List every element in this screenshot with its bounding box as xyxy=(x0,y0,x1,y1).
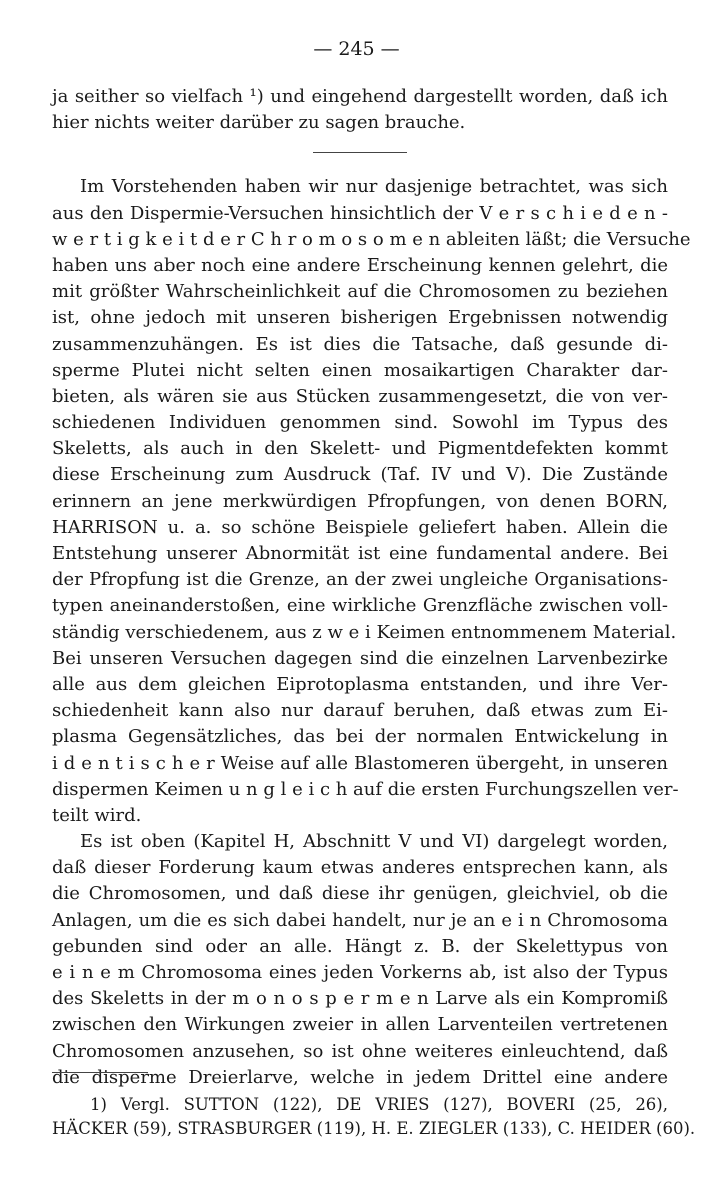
body-text xyxy=(52,84,691,1091)
text-line: Es ist oben (Kapitel H, Abschnitt V und VI) dargelegt worden, xyxy=(80,831,668,853)
text-line: i d e n t i s c h e r Weise auf alle Blastomeren übergeht, in unseren xyxy=(52,752,668,774)
text-line: hier nichts weiter darüber zu sagen brauche. xyxy=(52,112,466,134)
text-line: erinnern an jene merkwürdigen Pfropfungen, von denen BORN, xyxy=(52,490,668,512)
text-line: schiedenen Individuen genommen sind. Sowohl im Typus des xyxy=(52,412,668,434)
page-number: — 245 — xyxy=(313,38,400,60)
text-line: sperme Plutei nicht selten einen mosaikartigen Charakter dar- xyxy=(52,359,668,381)
text-line: gebunden sind oder an alle. Hängt z. B. der Skelettypus von xyxy=(52,935,668,957)
text-line: HARRISON u. a. so schöne Beispiele geliefert haben. Allein die xyxy=(52,516,668,538)
text-line: mit größter Wahrscheinlichkeit auf die Chromosomen zu beziehen xyxy=(52,281,668,303)
text-line: zwischen den Wirkungen zweier in allen Larventeilen vertretenen xyxy=(52,1014,668,1036)
text-line: zusammenzuhängen. Es ist dies die Tatsache, daß gesunde di- xyxy=(52,333,668,355)
text-line: e i n e m Chromosoma eines jeden Vorkerns ab, ist also der Typus xyxy=(52,962,668,983)
text-line: des Skeletts in der m o n o s p e r m e n Larve als ein Kompromiß xyxy=(52,988,668,1010)
text-line: Anlagen, um die es sich dabei handelt, nur je an e i n Chromosoma xyxy=(52,909,668,931)
text-line: dispermen Keimen u n g l e i c h auf die ersten Furchungszellen ver- xyxy=(52,778,679,800)
text-line: daß dieser Forderung kaum etwas anderes entsprechen kann, als xyxy=(52,857,668,879)
text-line: schiedenheit kann also nur darauf beruhen, daß etwas zum Ei- xyxy=(52,700,668,722)
text-line: bieten, als wären sie aus Stücken zusammengesetzt, die von ver- xyxy=(52,385,668,407)
footnotes xyxy=(52,1093,696,1141)
text-line: typen aneinanderstoßen, eine wirkliche Grenzfläche zwischen voll- xyxy=(52,595,668,617)
footnote-line: HÄCKER (59), STRASBURGER (119), H. E. ZIEGLER (133), C. HEIDER (60). xyxy=(52,1119,696,1138)
text-line: die disperme Dreierlarve, welche in jedem Drittel eine andere xyxy=(52,1066,668,1088)
text-line: Entstehung unserer Abnormität ist eine fundamental andere. Bei xyxy=(52,543,668,564)
text-line: diese Erscheinung zum Ausdruck (Taf. IV und V). Die Zustände xyxy=(52,464,668,486)
footnote-divider xyxy=(52,1072,148,1073)
section-spacer xyxy=(52,136,668,174)
section-divider xyxy=(313,152,407,153)
text-line: aus den Dispermie-Versuchen hinsichtlich der V e r s c h i e d e n - xyxy=(52,202,668,224)
text-line: die Chromosomen, und daß diese ihr genügen, gleichviel, ob die xyxy=(52,883,668,905)
text-line: Chromosomen anzusehen, so ist ohne weiteres einleuchtend, daß xyxy=(52,1040,668,1062)
text-line: w e r t i g k e i t d e r C h r o m o s o m e n ableiten läßt; die Versuche xyxy=(52,228,691,250)
text-line: haben uns aber noch eine andere Erscheinung kennen gelehrt, die xyxy=(52,254,668,276)
text-line: ja seither so vielfach ¹) und eingehend dargestellt worden, daß ich xyxy=(52,86,668,107)
text-line: ist, ohne jedoch mit unseren bisherigen Ergebnissen notwendig xyxy=(52,307,668,329)
text-line: teilt wird. xyxy=(52,804,142,826)
text-line: plasma Gegensätzliches, das bei der normalen Entwickelung in xyxy=(52,726,668,748)
text-line: ständig verschiedenem, aus z w e i Keimen entnommenem Material. xyxy=(52,621,677,643)
text-line: Bei unseren Versuchen dagegen sind die einzelnen Larvenbezirke xyxy=(52,647,668,669)
text-line: Skeletts, als auch in den Skelett- und Pigmentdefekten kommt xyxy=(52,438,668,460)
text-line: der Pfropfung ist die Grenze, an der zwei ungleiche Organisations- xyxy=(52,569,668,591)
text-line: alle aus dem gleichen Eiprotoplasma entstanden, und ihre Ver- xyxy=(52,673,668,695)
footnote-line: 1) Vergl. SUTTON (122), DE VRIES (127), BOVERI (25, 26), xyxy=(90,1095,668,1114)
text-line: Im Vorstehenden haben wir nur dasjenige betrachtet, was sich xyxy=(80,176,668,198)
